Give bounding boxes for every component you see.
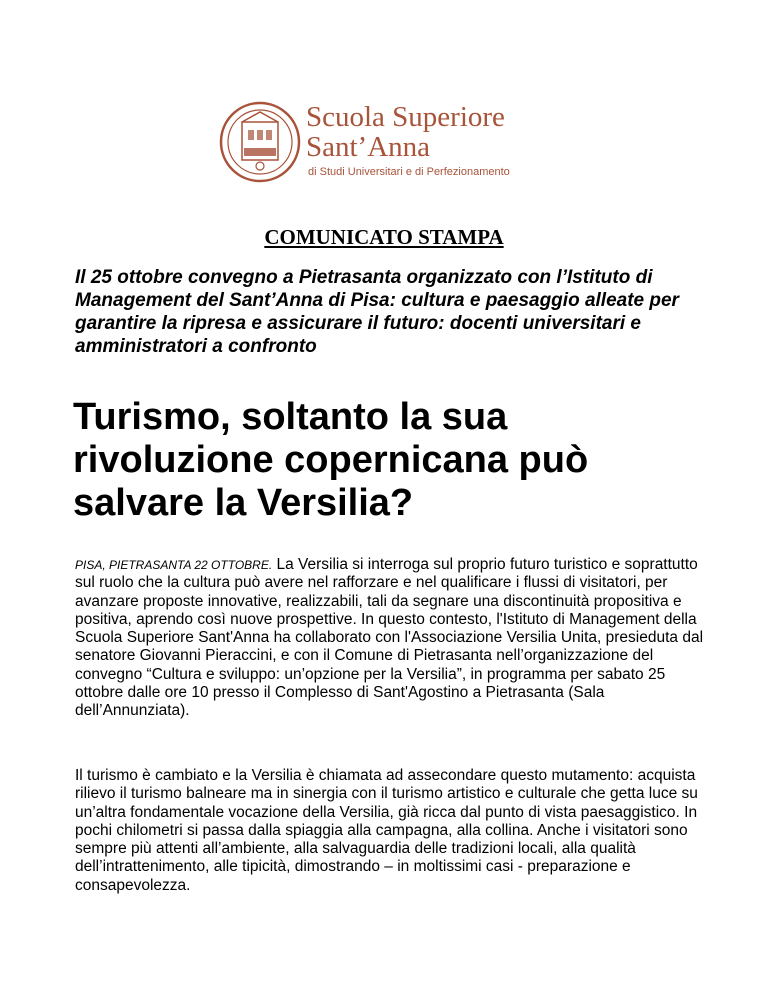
- logo-title-line2: Sant’Anna: [306, 131, 431, 163]
- university-seal-icon: [218, 100, 302, 184]
- institution-logo: [218, 100, 558, 184]
- paragraph-1: [75, 556, 705, 721]
- headline: Turismo, soltanto la sua rivoluzione copernicana può salvare la Versilia?: [73, 396, 589, 524]
- paragraph-1-text: La Versilia si interroga sul proprio futuro turistico e soprattutto sul ruolo che la cultura può avere nel rafforzare e nel qualificare i flussi di visitatori, per avanzare proposte innovative, realizzabili, tali da segnare una discontinuità propositiva e positiva, aprendo così nuove prospettive. In questo contesto, l'Istituto di Management della Scuola Superiore Sant'Anna ha collaborato con l'Associazione Versilia Unita, presieduta dal senatore Giovanni Pieraccini, e con il Comune di Pietrasanta nell’organizzazione del convegno “Cultura e sviluppo: un’opzione per la Versilia”, in programma per sabato 25 ottobre dalle ore 10 presso il Complesso di Sant'Agostino a Pietrasanta (Sala dell’Annunziata).: [75, 556, 704, 720]
- logo-title-line1: Scuola Superiore: [306, 101, 505, 133]
- subheadline: Il 25 ottobre convegno a Pietrasanta organizzato con l’Istituto di Management del Sant’Anna di Pisa: cultura e paesaggio alleate per garantire la ripresa e assicurare il futuro: docenti universitari e amministratori a confronto: [75, 267, 679, 357]
- logo-subtitle: di Studi Universitari e di Perfezionamento: [308, 166, 510, 178]
- dateline: PISA, PIETRASANTA 22 OTTOBRE.: [75, 558, 273, 572]
- press-release-label: COMUNICATO STAMPA: [264, 225, 504, 249]
- paragraph-2: Il turismo è cambiato e la Versilia è chiamata ad assecondare questo mutamento: acquista rilievo il turismo balneare ma in sinergia con il turismo artistico e culturale che getta luce su un’altra fondamentale vocazione della Versilia, già ricca dal punto di vista paesaggistico. In pochi chilometri si passa dalla spiaggia alla campagna, alla collina. Anche i visitatori sono sempre più attenti all’ambiente, alla salvaguardia delle tradizioni locali, alla qualità dell’intrattenimento, alle tipicità, dimostrando – in moltissimi casi - preparazione e consapevolezza.: [75, 767, 698, 894]
